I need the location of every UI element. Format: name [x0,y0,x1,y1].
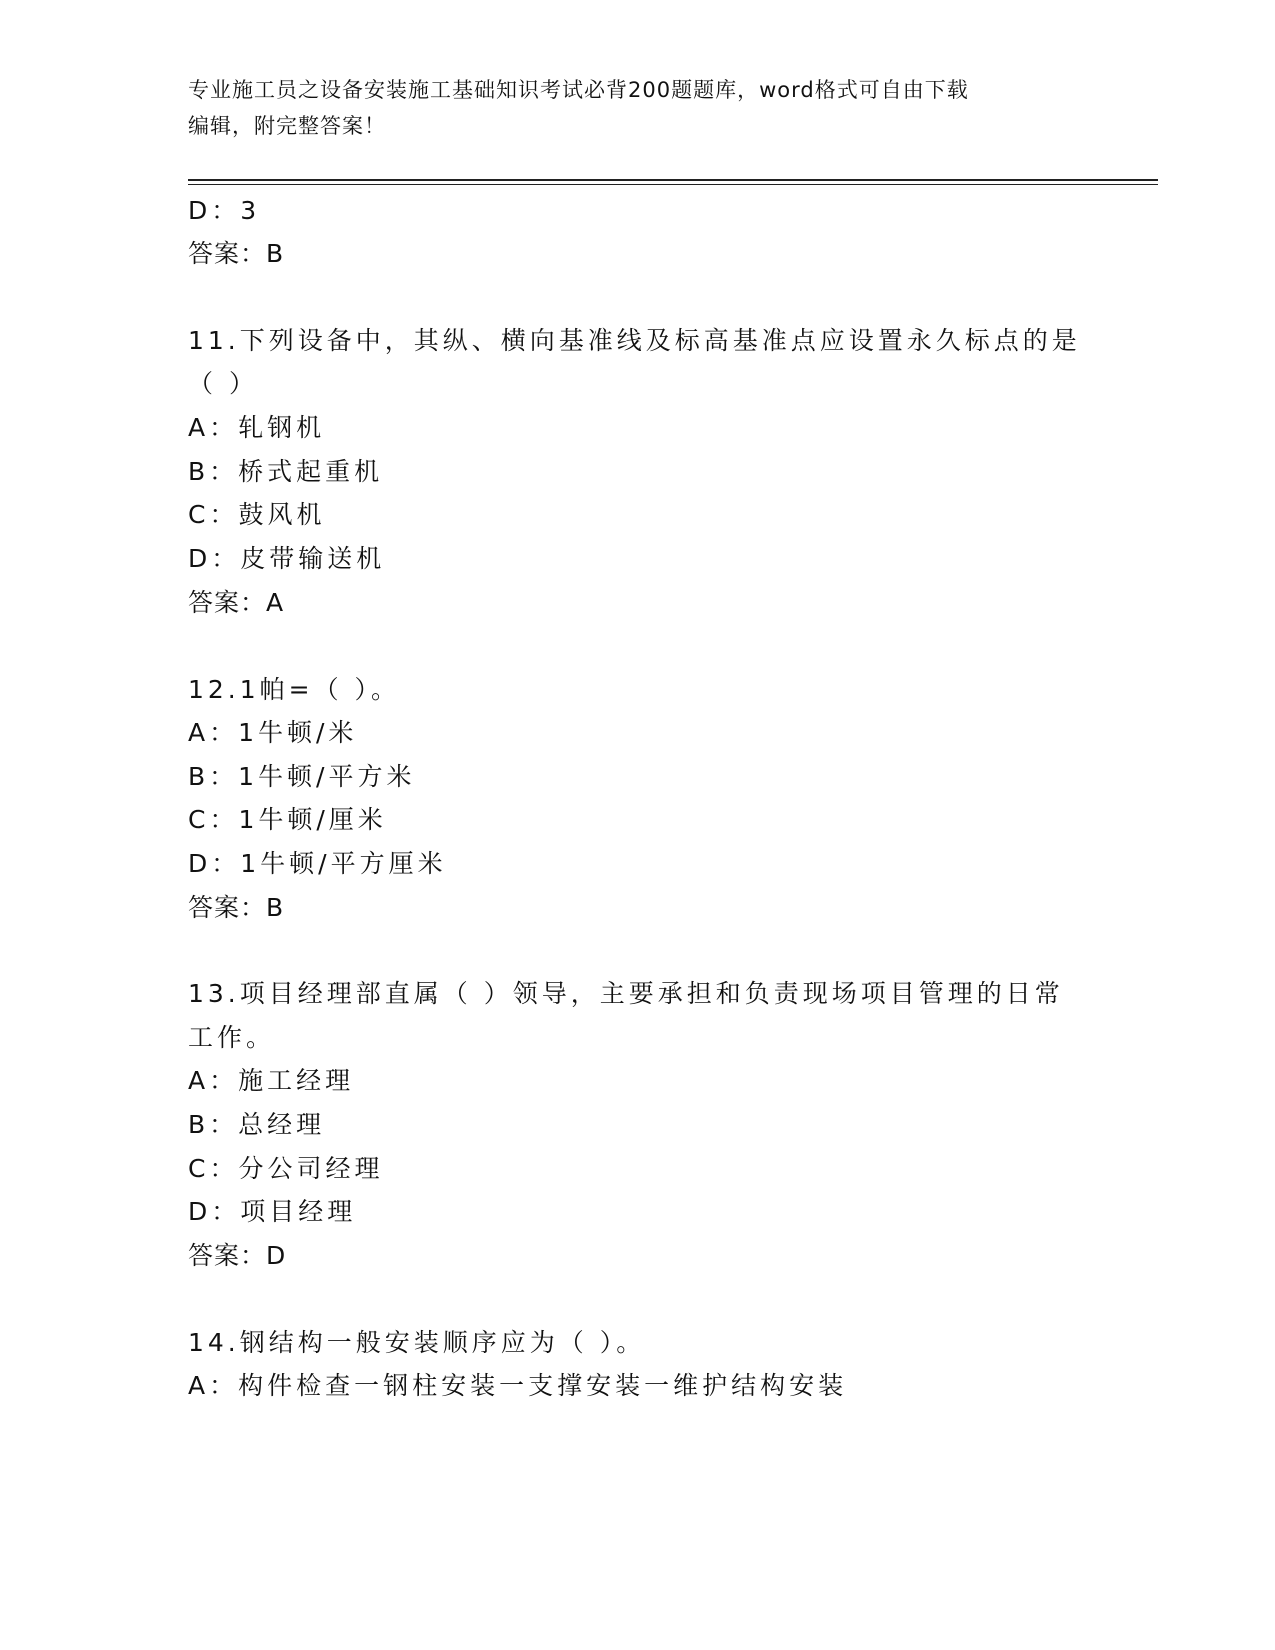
q13-option-a: A：施工经理 [188,1066,355,1095]
q11-option-a: A：轧钢机 [188,413,326,442]
header-title-line-1: 专业施工员之设备安装施工基础知识考试必背200题题库，word格式可自由下载 [188,78,969,102]
q13-stem-line-1: 13.项目经理部直属（ ）领导，主要承担和负责现场项目管理的日常 [188,979,1064,1008]
q12-option-c: C：1牛顿/厘米 [188,805,387,834]
q11-option-c: C：鼓风机 [188,500,326,529]
q13-option-b: B：总经理 [188,1110,326,1139]
q10-answer: 答案：B [188,239,285,268]
q11-answer: 答案：A [188,588,285,617]
q12-option-d: D：1牛顿/平方厘米 [188,849,447,878]
q13-option-d: D：项目经理 [188,1197,357,1226]
q12-option-b: B：1牛顿/平方米 [188,762,416,791]
header-divider-thick [188,179,1158,181]
q11-option-b: B：桥式起重机 [188,457,384,486]
q10-option-d: D：3 [188,196,261,225]
header-divider-thin [188,184,1158,185]
q12-option-a: A：1牛顿/米 [188,718,358,747]
q13-option-c: C：分公司经理 [188,1154,384,1183]
q13-stem-line-2: 工作。 [188,1023,276,1052]
q12-stem: 12.1帕=（ ）。 [188,675,401,704]
header-title-line-2: 编辑，附完整答案！ [188,114,386,138]
q11-option-d: D：皮带输送机 [188,544,386,573]
q11-stem-line-2: （ ） [188,369,258,398]
q11-stem-line-1: 11.下列设备中，其纵、横向基准线及标高基准点应设置永久标点的是 [188,326,1081,355]
q14-stem: 14.钢结构一般安装顺序应为（ ）。 [188,1328,646,1357]
q12-answer: 答案：B [188,893,285,922]
document-header [188,72,1068,144]
q14-option-a: A：构件检查一钢柱安装一支撑安装一维护结构安装 [188,1371,848,1400]
q13-answer: 答案：D [188,1241,287,1270]
